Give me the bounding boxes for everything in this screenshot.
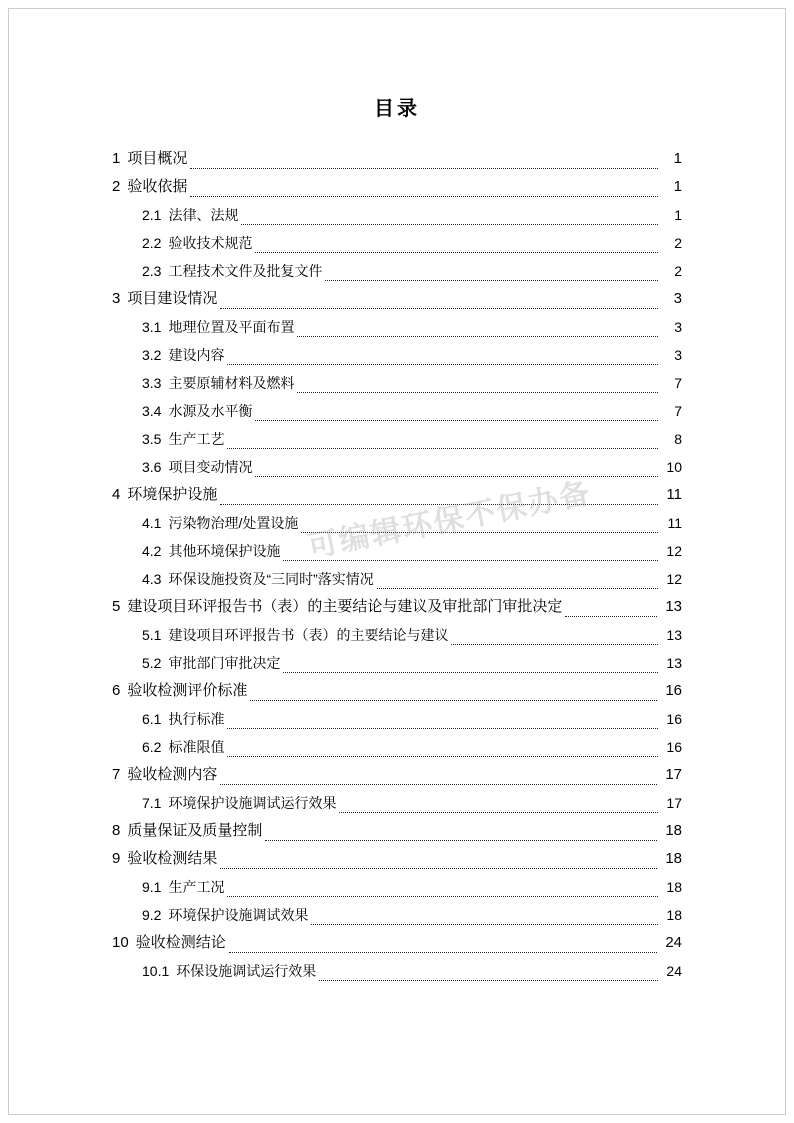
toc-leader-dots <box>229 951 658 953</box>
toc-entry-number: 8 <box>112 822 121 839</box>
toc-entry[interactable] <box>112 929 682 957</box>
toc-entry-page-number: 16 <box>665 682 682 699</box>
toc-entry-page-number: 13 <box>666 655 682 671</box>
toc-entry-label: 项目概况 <box>127 150 188 167</box>
toc-entry-page-number: 12 <box>666 571 682 587</box>
toc-entry-label: 污染物治理/处置设施 <box>168 515 299 531</box>
toc-entry[interactable] <box>112 733 682 761</box>
toc-leader-dots <box>301 531 658 533</box>
toc-entry-number: 9 <box>112 850 121 867</box>
toc-entry[interactable] <box>112 145 682 173</box>
toc-entry-label: 项目变动情况 <box>168 459 253 475</box>
toc-entry-page-number: 3 <box>674 347 682 363</box>
toc-leader-dots <box>319 979 658 981</box>
toc-entry[interactable] <box>112 565 682 593</box>
toc-entry-page-number: 24 <box>665 934 682 951</box>
toc-entry[interactable] <box>112 341 682 369</box>
toc-leader-dots <box>227 447 658 449</box>
toc-entry-label: 质量保证及质量控制 <box>127 822 263 839</box>
toc-entry[interactable] <box>112 285 682 313</box>
toc-leader-dots <box>227 363 658 365</box>
toc-leader-dots <box>190 195 658 197</box>
toc-entry-number: 6 <box>112 682 121 699</box>
toc-entry[interactable] <box>112 845 682 873</box>
toc-leader-dots <box>220 783 657 785</box>
toc-entry[interactable] <box>112 369 682 397</box>
toc-entry-number: 9.2 <box>142 907 162 923</box>
toc-leader-dots <box>220 867 657 869</box>
toc-entry[interactable] <box>112 817 682 845</box>
toc-entry-page-number: 18 <box>666 879 682 895</box>
toc-entry-number: 7 <box>112 766 121 783</box>
toc-leader-dots <box>227 727 658 729</box>
toc-leader-dots <box>451 643 658 645</box>
toc-entry[interactable] <box>112 201 682 229</box>
toc-entry-number: 6.1 <box>142 711 162 727</box>
toc-entry-number: 9.1 <box>142 879 162 895</box>
toc-entry[interactable] <box>112 705 682 733</box>
toc-leader-dots <box>325 279 658 281</box>
toc-entry-label: 环境保护设施调试运行效果 <box>168 795 337 811</box>
toc-leader-dots <box>220 307 658 309</box>
toc-entry-label: 环保设施调试运行效果 <box>176 963 317 979</box>
toc-entry-label: 执行标准 <box>168 711 225 727</box>
toc-entry-label: 地理位置及平面布置 <box>168 319 295 335</box>
toc-entry-page-number: 18 <box>665 850 682 867</box>
toc-leader-dots <box>227 755 658 757</box>
toc-leader-dots <box>297 391 658 393</box>
toc-entry-page-number: 12 <box>666 543 682 559</box>
toc-entry-label: 项目建设情况 <box>127 290 218 307</box>
toc-leader-dots <box>377 587 658 589</box>
toc-entry-label: 建设项目环评报告书（表）的主要结论与建议及审批部门审批决定 <box>127 598 563 615</box>
toc-entry-label: 验收依据 <box>127 178 188 195</box>
toc-entry-number: 4.1 <box>142 515 162 531</box>
toc-entry-page-number: 1 <box>674 207 682 223</box>
toc-entry-number: 5.2 <box>142 655 162 671</box>
toc-entry[interactable] <box>112 229 682 257</box>
toc-entry-label: 审批部门审批决定 <box>168 655 281 671</box>
toc-entry-number: 3.5 <box>142 431 162 447</box>
toc-entry-page-number: 10 <box>666 459 682 475</box>
toc-leader-dots <box>311 923 658 925</box>
watermark-text: 可编辑环保不保办备 <box>305 476 595 565</box>
toc-entry-number: 3.4 <box>142 403 162 419</box>
toc-leader-dots <box>339 811 658 813</box>
toc-entry-number: 10.1 <box>142 963 170 979</box>
toc-entry-label: 环保设施投资及“三同时”落实情况 <box>168 571 374 587</box>
toc-entry-page-number: 2 <box>674 235 682 251</box>
toc-entry-page-number: 7 <box>674 403 682 419</box>
toc-entry[interactable] <box>112 481 682 509</box>
toc-entry-label: 验收技术规范 <box>168 235 253 251</box>
toc-entry-page-number: 16 <box>666 711 682 727</box>
toc-entry-page-number: 17 <box>666 795 682 811</box>
toc-entry-number: 7.1 <box>142 795 162 811</box>
toc-entry-page-number: 1 <box>673 150 682 167</box>
toc-entry-label: 生产工艺 <box>168 431 225 447</box>
toc-entry[interactable] <box>112 957 682 985</box>
toc-entry[interactable] <box>112 761 682 789</box>
toc-entry[interactable] <box>112 257 682 285</box>
toc-entry-number: 3 <box>112 290 121 307</box>
toc-entry-number: 5.1 <box>142 627 162 643</box>
toc-leader-dots <box>250 699 657 701</box>
toc-entry[interactable] <box>112 593 682 621</box>
toc-entry[interactable] <box>112 677 682 705</box>
toc-entry-number: 3.2 <box>142 347 162 363</box>
toc-entry-label: 环境保护设施调试效果 <box>168 907 309 923</box>
toc-entry-page-number: 18 <box>666 907 682 923</box>
toc-entry-label: 生产工况 <box>168 879 225 895</box>
toc-entry-page-number: 11 <box>667 515 682 531</box>
toc-entry-number: 4 <box>112 486 121 503</box>
toc-leader-dots <box>283 559 658 561</box>
toc-leader-dots <box>220 503 658 505</box>
page-title: 目录 <box>374 98 420 120</box>
toc-entry-label: 标准限值 <box>168 739 225 755</box>
toc-entry-number: 2.2 <box>142 235 162 251</box>
toc-entry-number: 3.1 <box>142 319 162 335</box>
toc-entry-label: 建设项目环评报告书（表）的主要结论与建议 <box>168 627 449 643</box>
toc-entry[interactable] <box>112 537 682 565</box>
toc-leader-dots <box>283 671 658 673</box>
toc-leader-dots <box>190 167 658 169</box>
toc-entry-page-number: 17 <box>665 766 682 783</box>
toc-leader-dots <box>255 419 658 421</box>
toc-entry-number: 3.6 <box>142 459 162 475</box>
toc-entry-page-number: 13 <box>666 627 682 643</box>
toc-entry-label: 验收检测评价标准 <box>127 682 248 699</box>
toc-entry-number: 2.3 <box>142 263 162 279</box>
toc-entry-page-number: 2 <box>674 263 682 279</box>
toc-entry[interactable] <box>112 173 682 201</box>
toc-entry-number: 1 <box>112 150 121 167</box>
toc-entry-page-number: 8 <box>674 431 682 447</box>
toc-entry-page-number: 3 <box>674 319 682 335</box>
toc-leader-dots <box>297 335 658 337</box>
toc-leader-dots <box>255 251 658 253</box>
toc-entry-page-number: 16 <box>666 739 682 755</box>
toc-entry-page-number: 13 <box>665 598 682 615</box>
toc-entry-number: 5 <box>112 598 121 615</box>
toc-entry[interactable] <box>112 789 682 817</box>
toc-entry-label: 其他环境保护设施 <box>168 543 281 559</box>
toc-entry[interactable] <box>112 313 682 341</box>
toc-entry-page-number: 24 <box>666 963 682 979</box>
toc-leader-dots <box>565 615 657 617</box>
toc-entry-number: 3.3 <box>142 375 162 391</box>
toc-entry-label: 验收检测结果 <box>127 850 218 867</box>
toc-leader-dots <box>227 895 658 897</box>
toc-leader-dots <box>265 839 657 841</box>
toc-entry-label: 建设内容 <box>168 347 225 363</box>
toc-leader-dots <box>241 223 658 225</box>
toc-entry-label: 水源及水平衡 <box>168 403 253 419</box>
toc-entry-number: 6.2 <box>142 739 162 755</box>
toc-entry[interactable] <box>112 509 682 537</box>
toc-entry-number: 4.2 <box>142 543 162 559</box>
toc-entry-label: 环境保护设施 <box>127 486 218 503</box>
toc-entry-number: 2.1 <box>142 207 162 223</box>
toc-entry-page-number: 1 <box>673 178 682 195</box>
toc-entry-label: 主要原辅材料及燃料 <box>168 375 295 391</box>
toc-entry[interactable] <box>112 397 682 425</box>
toc-entry-page-number: 18 <box>665 822 682 839</box>
toc-entry-page-number: 11 <box>666 486 682 503</box>
toc-leader-dots <box>255 475 658 477</box>
toc-entry[interactable] <box>112 425 682 453</box>
toc-entry[interactable] <box>112 873 682 901</box>
toc-entry-label: 法律、法规 <box>168 207 239 223</box>
toc-entry[interactable] <box>112 649 682 677</box>
toc-entry[interactable] <box>112 901 682 929</box>
toc-entry-label: 工程技术文件及批复文件 <box>168 263 323 279</box>
toc-entry[interactable] <box>112 621 682 649</box>
toc-entry-page-number: 3 <box>673 290 682 307</box>
toc-entry-number: 2 <box>112 178 121 195</box>
toc-entry-number: 10 <box>112 934 129 951</box>
toc-entry-page-number: 7 <box>674 375 682 391</box>
toc-entry[interactable] <box>112 453 682 481</box>
table-of-contents <box>112 145 682 985</box>
toc-entry-label: 验收检测结论 <box>135 934 226 951</box>
toc-entry-label: 验收检测内容 <box>127 766 218 783</box>
toc-entry-number: 4.3 <box>142 571 162 587</box>
